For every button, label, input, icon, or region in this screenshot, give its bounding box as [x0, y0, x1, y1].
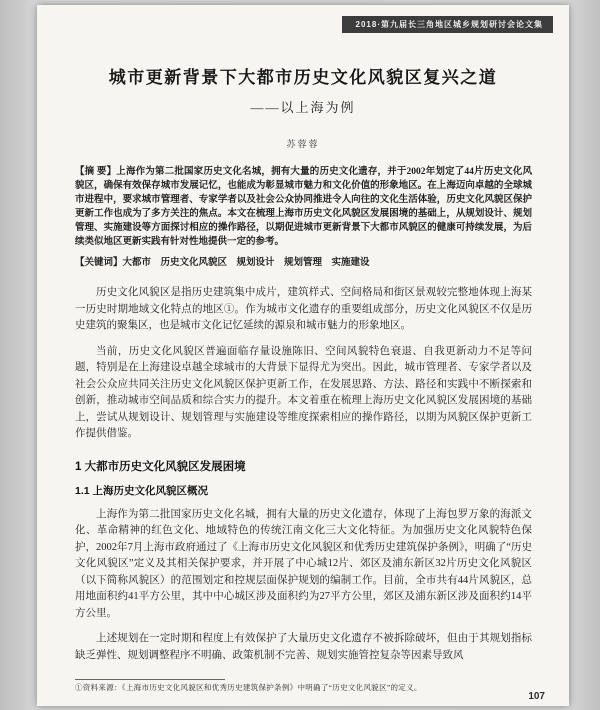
abstract-label: 【摘 要】 [75, 167, 117, 177]
page-number: 107 [528, 691, 545, 702]
section-heading: 1 大都市历史文化风貌区发展困境 [75, 460, 246, 473]
proceedings-header-text: 2018·第九届长三角地区城乡规划研讨会论文集 [342, 16, 553, 33]
footnote-text: ①资料来源：《上海市历史文化风貌区和优秀历史建筑保护条例》中明确了“历史文化风貌区”的定义。 [75, 683, 422, 692]
keywords-block [75, 256, 532, 270]
paper-subtitle: ——以上海为例 [250, 100, 356, 115]
footnote-divider [75, 679, 225, 680]
abstract-block [75, 165, 532, 249]
author-name: 苏蓉蓉 [286, 139, 320, 149]
abstract-text: 上海作为第二批国家历史文化名城，拥有大量的历史文化遗存，并于2002年划定了44片历史文化风貌区，确保有效保存城市发展记忆，也能成为彰显城市魅力和文化价值的形象地区。在上海迈向卓越的全球城市进程中，要求城市管理者、专家学者以及社会公众协同推进令人向往的文化生活体验，历史文化风貌区保护更新工作也成为了多方关注的焦点。本文在梳理上海市历史文化风貌区发展困境的基础上，从规划设计、规划管理、实施建设等方面探讨相应的操作路径，以期促进城市更新背景下大都市风貌区的健康可持续发展，为后续类似地区更新实践有针对性地提供一定的参考。 [75, 167, 532, 247]
paper-page [37, 5, 569, 706]
paper-title: 城市更新背景下大都市历史文化风貌区复兴之道 [108, 68, 498, 87]
running-header [37, 5, 569, 33]
keywords-text: 大都市 历史文化风貌区 规划设计 规划管理 实施建设 [122, 258, 370, 268]
keywords-label: 【关键词】 [75, 258, 123, 268]
body-paragraph: 当前，历史文化风貌区普遍面临存量设施陈旧、空间风貌特色衰退、自我更新动力不足等问题，特别是在上海建设卓越全球城市的大背景下显得尤为突出。因此，城市管理者、专家学者以及社会公众应共同关注历史文化风貌区保护更新工作，在发展思路、方法、路径和实践中不断探索和创新，推动城市空间品质和综合实力的提升。本文着重在梳理上海历史文化风貌区发展困境的基础上，尝试从规划设计、规划管理与实施建设等维度探索相应的操作路径，以期为风貌区保护更新工作提供借鉴。 [75, 345, 532, 439]
body-paragraph: 上海作为第二批国家历史文化名城，拥有大量的历史文化遗存，体现了上海包罗万象的海派文化、革命精神的红色文化、地域特色的传统江南文化三大文化特征。为加强历史文化风貌特色保护，2002年7月上海市政府通过了《上海市历史文化风貌区和优秀历史建筑保护条例》，明确了“历史文化风貌区”定义及其相关保护要求，并开展了中心城12片、郊区及浦东新区32片历史文化风貌区（以下简称风貌区）的范围划定和控规层面保护规划的编制工作。目前，全市共有44片风貌区，总用地面积约41平方公里，其中中心城区涉及面积约为27平方公里，郊区及浦东新区涉及面积约14平方公里。 [75, 508, 532, 619]
subsection-heading: 1.1 上海历史文化风貌区概况 [75, 484, 209, 497]
body-paragraph: 历史文化风貌区是指历史建筑集中成片，建筑样式、空间格局和街区景观较完整地体现上海某一历史时期地域文化特点的地区①。作为城市文化遗存的重要组成部分，历史文化风貌区不仅是历史建筑的聚集区，也是城市文化记忆延续的源泉和城市魅力的形象地区。 [75, 287, 532, 331]
body-paragraph: 上述规划在一定时期和程度上有效保护了大量历史文化遗存不被拆除破坏，但由于其规划指标缺乏弹性、规划调整程序不明确、政策机制不完善、规划实施管控复杂等因素导致风 [75, 633, 532, 661]
